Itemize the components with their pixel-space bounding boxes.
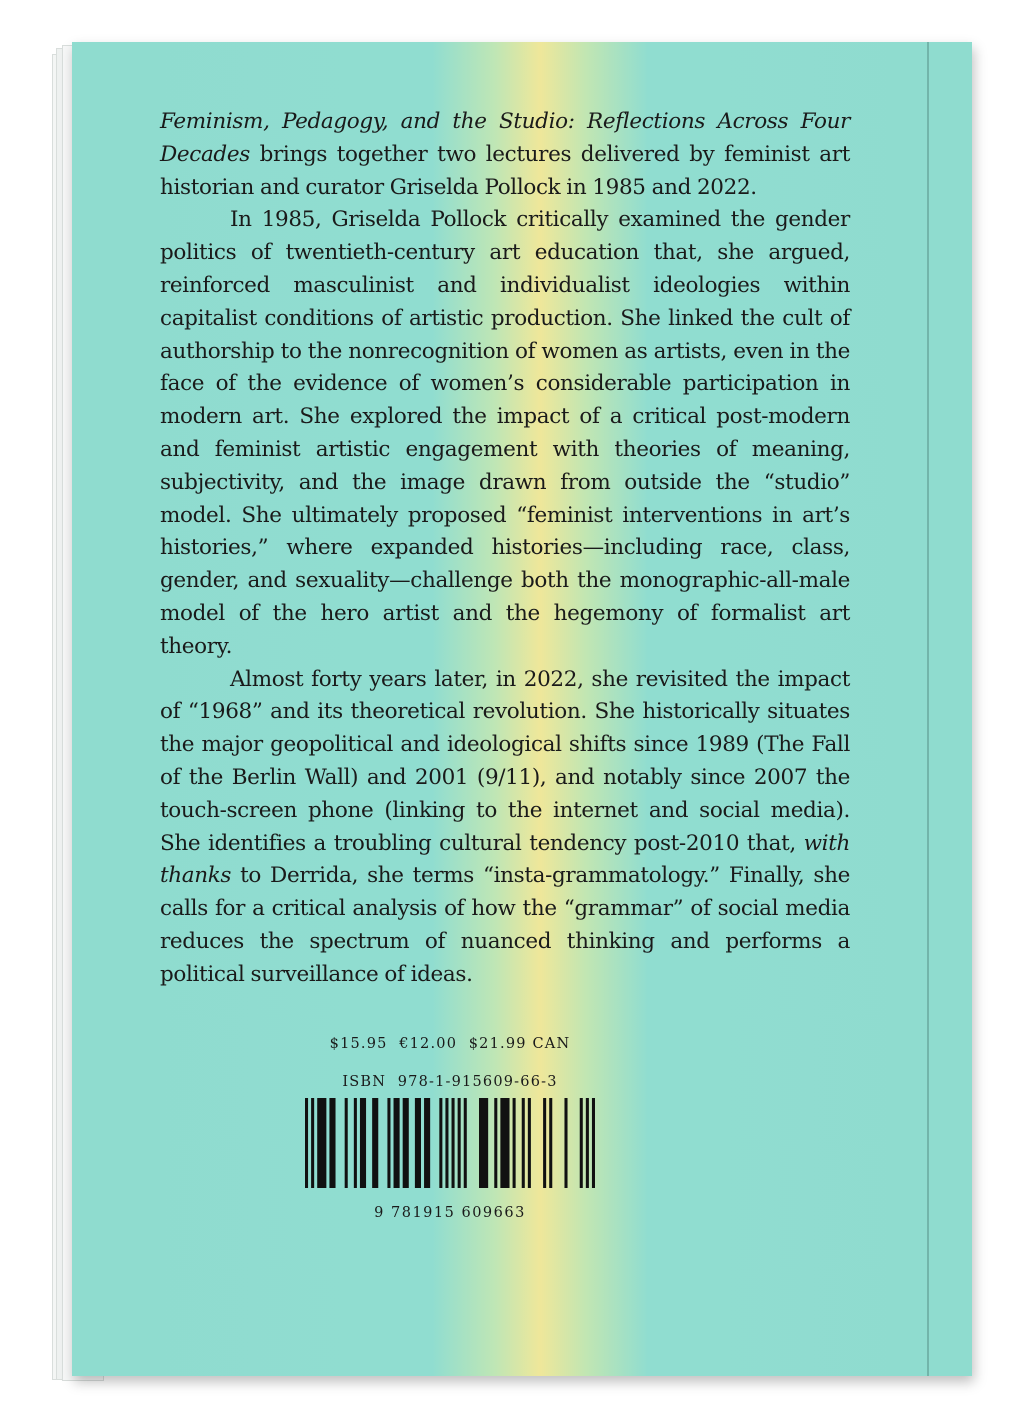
blurb-paragraph-3 bbox=[160, 664, 850, 992]
barcode-bar bbox=[592, 1098, 595, 1188]
barcode-bar bbox=[564, 1098, 567, 1188]
blurb-paragraph-1-text: brings together two lectures delivered by feminist art historian and curator Griselda Pollock in 1985 and 2022. bbox=[160, 141, 850, 200]
barcode-bar bbox=[543, 1098, 546, 1188]
isbn-line: ISBN 978-1-915609-66-3 bbox=[342, 1074, 558, 1090]
barcode-bar bbox=[354, 1098, 357, 1188]
barcode-bar bbox=[424, 1098, 430, 1188]
barcode-bar bbox=[528, 1098, 531, 1188]
barcode-bar bbox=[394, 1098, 400, 1188]
barcode-bar bbox=[345, 1098, 348, 1188]
barcode-bar bbox=[580, 1098, 583, 1188]
blurb-paragraph-1 bbox=[160, 106, 850, 204]
barcode-bar bbox=[317, 1098, 326, 1188]
barcode-bar bbox=[458, 1098, 461, 1188]
blurb-text bbox=[160, 106, 850, 992]
barcode-bar bbox=[360, 1098, 366, 1188]
barcode-bar bbox=[479, 1098, 488, 1188]
barcode bbox=[305, 1098, 595, 1188]
barcode-bar bbox=[439, 1098, 442, 1188]
barcode-bar bbox=[586, 1098, 589, 1188]
spine-fold bbox=[927, 42, 929, 1376]
blurb-italic-phrase: with thanks bbox=[160, 830, 850, 889]
blurb-paragraph-3-part-a: Almost forty years later, in 2022, she revisited the impact of “1968” and its theoretical revolution. She historically situates the major geopolitical and ideological shifts since 1989 (The Fall of the Berlin Wall) and 2001 (9/11), and notably since 2007 the touch-screen phone (linking to the internet and social media). She identifies a troubling cultural tendency post-2010 that, bbox=[160, 666, 850, 856]
barcode-number: 9 781915 609663 bbox=[374, 1205, 526, 1221]
barcode-bar bbox=[329, 1098, 335, 1188]
barcode-bar bbox=[494, 1098, 497, 1188]
barcode-bar bbox=[452, 1098, 455, 1188]
barcode-bar bbox=[445, 1098, 448, 1188]
barcode-bar bbox=[305, 1098, 308, 1188]
book-title: Feminism, Pedagogy, and the Studio: Reflections Across Four Decades bbox=[160, 109, 850, 167]
barcode-bar bbox=[387, 1098, 390, 1188]
barcode-bar bbox=[500, 1098, 509, 1188]
barcode-bar bbox=[549, 1098, 552, 1188]
barcode-bar bbox=[311, 1098, 314, 1188]
blurb-paragraph-2: In 1985, Griselda Pollock critically examined the gender politics of twentieth-century art education that, she argued, reinforced masculinist and individualist ideologies within capitalist conditions of artistic production. She linked the cult of authorship to the nonrecognition of women as artists, even in the face of the evidence of women’s considerable participation in modern art. She explored the impact of a critical post-modern and feminist artistic engagement with theories of meaning, subjectivity, and the image drawn from outside the “studio” model. She ultimately proposed “feminist interventions in art’s histories,” where expanded histories—including race, class, gender, and sexuality—challenge both the monographic-all-male model of the hero artist and the hegemony of formalist art theory. bbox=[160, 207, 850, 659]
barcode-bar bbox=[522, 1098, 525, 1188]
barcode-bar bbox=[403, 1098, 409, 1188]
barcode-bar bbox=[372, 1098, 378, 1188]
blurb-paragraph-3-part-b: to Derrida, she terms “insta-grammatology.” Finally, she calls for a critical analysis of how the “grammar” of social media reduces the spectrum of nuanced thinking and performs a political surveillance of ideas. bbox=[160, 863, 850, 987]
barcode-bar bbox=[464, 1098, 467, 1188]
barcode-bar bbox=[415, 1098, 421, 1188]
price-line: $15.95 €12.00 $21.99 CAN bbox=[329, 1036, 571, 1052]
barcode-bar bbox=[513, 1098, 516, 1188]
